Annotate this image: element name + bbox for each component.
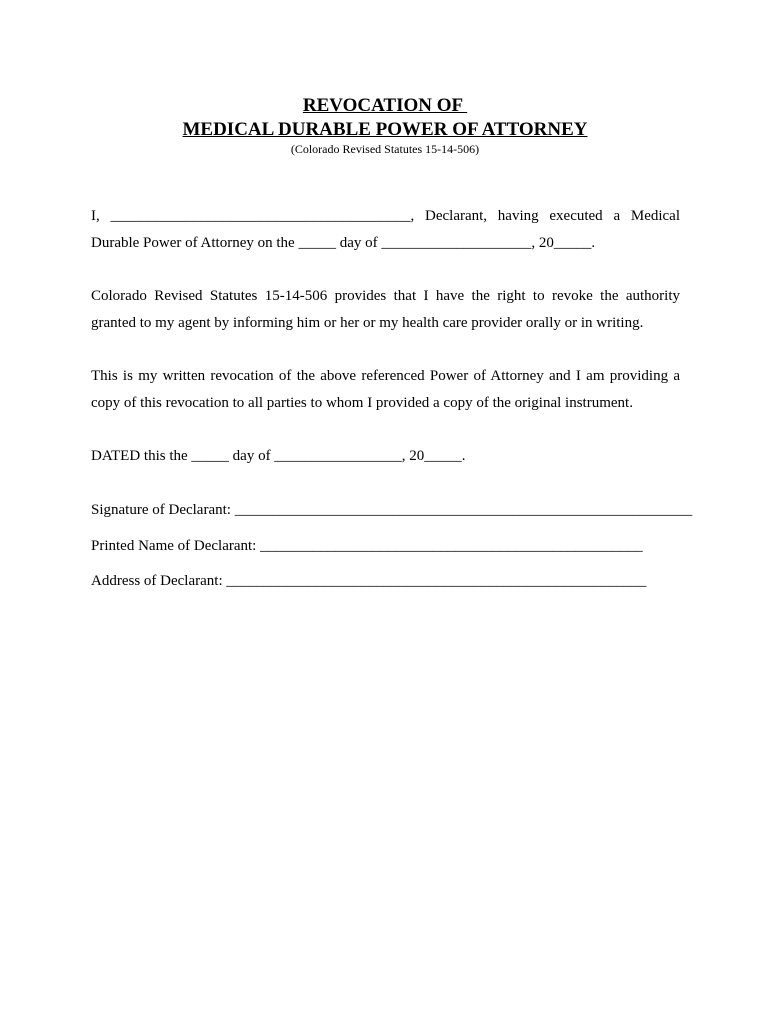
- document-title-line-1: REVOCATION OF: [302, 95, 468, 116]
- signature-line: [91, 500, 692, 520]
- address-line: [91, 571, 646, 591]
- document-title-line-2: MEDICAL DURABLE POWER OF ATTORNEY: [182, 119, 588, 140]
- statute-subtitle: (Colorado Revised Statutes 15-14-506): [290, 142, 480, 156]
- dated-line: DATED this the _____ day of _________________, 20_____.: [91, 448, 466, 464]
- statute-paragraph: Colorado Revised Statutes 15-14-506 provides that I have the right to revoke the authority granted to my agent by informing him or her or my health care provider orally or in writing.: [91, 288, 680, 331]
- declarant-paragraph: I, ________________________________________, Declarant, having executed a Medical Durable Power of Attorney on the _____ day of ____________________, 20_____.: [91, 208, 680, 251]
- address-field[interactable]: ________________________________________________________: [226, 573, 647, 589]
- printed-name-label: Printed Name of Declarant:: [91, 538, 261, 554]
- revocation-paragraph: This is my written revocation of the above referenced Power of Attorney and I am providing a copy of this revocation to all parties to whom I provided a copy of the original instrument.: [91, 368, 680, 411]
- signature-field[interactable]: _____________________________________________________________: [234, 502, 693, 518]
- printed-name-line: [91, 536, 643, 556]
- address-label: Address of Declarant:: [91, 573, 227, 589]
- signature-label: Signature of Declarant:: [91, 502, 235, 518]
- printed-name-field[interactable]: ___________________________________________________: [260, 538, 643, 554]
